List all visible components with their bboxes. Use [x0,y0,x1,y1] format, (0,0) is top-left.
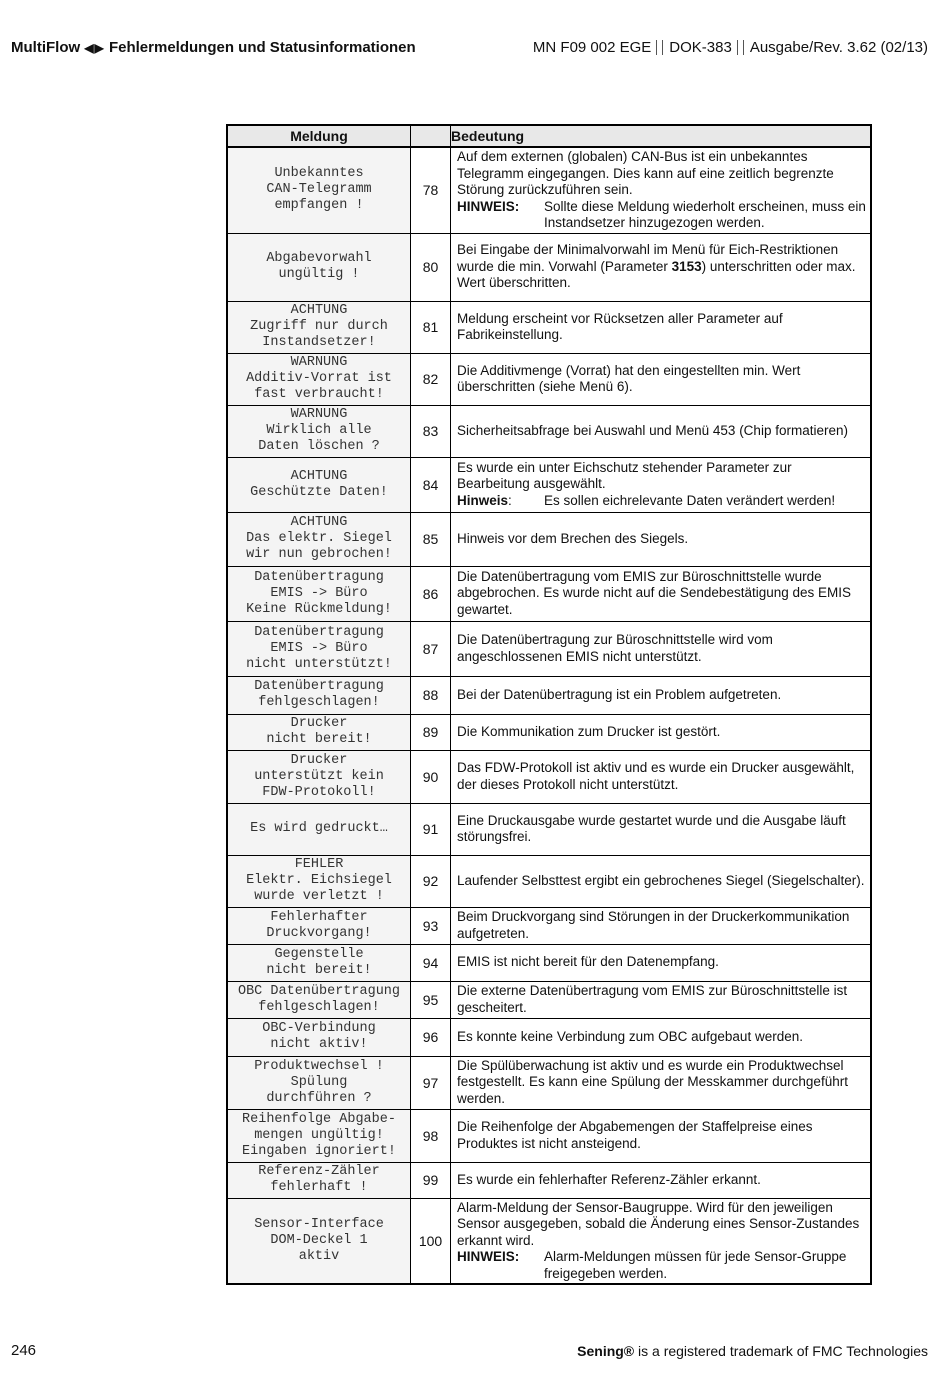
message-cell: Datenübertragung EMIS -> Büro nicht unterstützt! [227,621,411,676]
message-meaning [451,621,872,676]
section-title: Fehlermeldungen und Statusinformationen [108,39,416,56]
hint-label-colon: : [508,492,512,508]
table-row [227,566,871,621]
table-row [227,981,871,1018]
message-meaning [451,1018,872,1056]
message-number: 84 [411,457,451,512]
message-number: 98 [411,1109,451,1162]
message-number: 93 [411,907,451,944]
column-header-number [411,125,451,147]
nav-arrows-icon: ◀▶ [84,41,105,55]
message-cell: Drucker nicht bereit! [227,714,411,750]
message-meaning [451,1109,872,1162]
message-cell: OBC-Verbindung nicht aktiv! [227,1018,411,1056]
message-cell: OBC Datenübertragung fehlgeschlagen! [227,981,411,1018]
column-header-meaning: Bedeutung [451,125,872,147]
page-number: 246 [11,1342,37,1359]
message-meaning [451,750,872,803]
message-meaning [451,301,872,353]
header-doc-info [533,39,928,56]
message-number: 99 [411,1162,451,1198]
message-number: 82 [411,353,451,405]
message-cell: WARNUNG Wirklich alle Daten löschen ? [227,405,411,457]
hint-label: HINWEIS: [457,198,520,214]
message-meaning [451,353,872,405]
table-row [227,1018,871,1056]
message-meaning [451,944,872,981]
table-row [227,1198,871,1284]
header-title [11,39,416,56]
message-cell: Drucker unterstützt kein FDW-Protokoll! [227,750,411,803]
trademark-text: is a registered trademark of FMC Technologies [634,1343,928,1359]
table-row [227,405,871,457]
product-name: MultiFlow [11,39,81,56]
message-number: 78 [411,147,451,233]
hint-label-word: Hinweis [457,492,509,508]
message-cell: FEHLER Elektr. Eichsiegel wurde verletzt ! [227,855,411,907]
message-number: 94 [411,944,451,981]
message-number: 89 [411,714,451,750]
table-row [227,803,871,855]
meaning-text: Die Datenübertragung vom EMIS zur Büroschnittstelle wurde abgebrochen. Es wurde nicht auf die Sendebestätigung des EMIS gewartet. [457,568,852,617]
message-number: 88 [411,676,451,714]
meaning-text: Es wurde ein fehlerhafter Referenz-Zähler erkannt. [457,1171,761,1187]
separator [656,40,663,55]
message-meaning [451,714,872,750]
message-meaning [451,405,872,457]
message-cell: Unbekanntes CAN-Telegramm empfangen ! [227,147,411,233]
meaning-text: Die Spülüberwachung ist aktiv und es wurde ein Produktwechsel festgestellt. Es kann eine Spülung der Messkammer durchgeführt werden. [457,1057,848,1106]
hint-text: Sollte diese Meldung wiederholt erscheinen, muss ein Instandsetzer hinzugezogen werden. [544,198,866,230]
message-cell: ACHTUNG Das elektr. Siegel wir nun gebrochen! [227,512,411,566]
message-cell: Fehlerhafter Druckvorgang! [227,907,411,944]
doc-id: DOK-383 [669,39,732,56]
meaning-text: Es wurde ein unter Eichschutz stehender Parameter zur Bearbeitung ausgewählt. [457,459,792,492]
meaning-text: EMIS ist nicht bereit für den Datenempfang. [457,954,719,970]
table-row [227,1109,871,1162]
message-meaning [451,907,872,944]
message-meaning [451,457,872,512]
message-cell: Abgabevorwahl ungültig ! [227,233,411,301]
parameter-number: 3153 [671,258,702,274]
message-cell: ACHTUNG Zugriff nur durch Instandsetzer! [227,301,411,353]
message-cell: Datenübertragung fehlgeschlagen! [227,676,411,714]
message-number: 87 [411,621,451,676]
table-row [227,233,871,301]
meaning-text: Die externe Datenübertragung vom EMIS zur Büroschnittstelle ist gescheitert. [457,983,848,1015]
table-row [227,301,871,353]
table-body [227,147,871,1284]
table-row [227,750,871,803]
message-number: 90 [411,750,451,803]
message-number: 81 [411,301,451,353]
message-number: 83 [411,405,451,457]
table-header-row [227,125,871,147]
meaning-text: Sicherheitsabfrage bei Auswahl und Menü 453 (Chip formatieren) [457,422,848,438]
message-cell: Reihenfolge Abgabe- mengen ungültig! Eingaben ignoriert! [227,1109,411,1162]
message-number: 95 [411,981,451,1018]
message-cell: Sensor-Interface DOM-Deckel 1 aktiv [227,1198,411,1284]
table-row [227,353,871,405]
table-row [227,457,871,512]
meaning-text: Die Kommunikation zum Drucker ist gestört. [457,723,721,739]
hint-label [457,493,544,510]
meaning-text: Beim Druckvorgang sind Störungen in der Druckerkommunikation aufgetreten. [457,909,850,941]
message-number: 91 [411,803,451,855]
hint-label: HINWEIS: [457,1249,520,1264]
messages-table [226,124,872,1285]
table-row [227,855,871,907]
message-number: 85 [411,512,451,566]
meaning-text: Die Reihenfolge der Abgabemengen der Staffelpreise eines Produktes ist nicht ansteigend. [457,1119,813,1151]
message-meaning [451,512,872,566]
meaning-text: Auf dem externen (globalen) CAN-Bus ist ein unbekanntes Telegramm eingegangen. Dies kann auf eine zeitlich begrenzte Störung zurückzuführen sein. [457,149,834,197]
footer-trademark [577,1343,928,1359]
message-number: 96 [411,1018,451,1056]
message-meaning [451,1162,872,1198]
table-row [227,676,871,714]
message-cell: Gegenstelle nicht bereit! [227,944,411,981]
hint-text: Alarm-Meldungen müssen für jede Sensor-Gruppe freigegeben werden. [544,1249,847,1281]
message-number: 92 [411,855,451,907]
table-row [227,147,871,233]
meaning-text: Bei der Datenübertragung ist ein Problem aufgetreten. [457,686,782,702]
meaning-text: Meldung erscheint vor Rücksetzen aller Parameter auf Fabrikeinstellung. [457,310,783,342]
message-cell: Referenz-Zähler fehlerhaft ! [227,1162,411,1198]
message-number: 80 [411,233,451,301]
hint-block [457,493,866,510]
meaning-text-part: ) unterschritten oder max. Wert überschritten. [457,258,856,291]
separator [737,40,744,55]
meaning-text-part: Bei Eingabe der Minimalvorwahl im Menü für Eich-Restriktionen wurde die min. Vorwahl (Parameter [457,242,839,274]
hint-block [457,1249,866,1282]
message-meaning [451,147,872,233]
meaning-text: Die Datenübertragung zur Büroschnittstelle wird vom angeschlossenen EMIS nicht unterstützt. [457,632,773,664]
message-meaning [451,1198,872,1284]
message-cell: Produktwechsel ! Spülung durchführen ? [227,1056,411,1109]
message-cell: Es wird gedruckt… [227,803,411,855]
message-number: 97 [411,1056,451,1109]
doc-number: MN F09 002 EGE [532,39,652,56]
meaning-text: Eine Druckausgabe wurde gestartet wurde und die Ausgabe läuft störungsfrei. [457,812,846,844]
hint-text: Es sollen eichrelevante Daten verändert werden! [544,492,836,508]
meaning-text: Hinweis vor dem Brechen des Siegels. [457,530,689,546]
message-meaning [451,566,872,621]
hint-block [457,199,866,232]
table-row [227,1056,871,1109]
table-row [227,944,871,981]
meaning-text: Es konnte keine Verbindung zum OBC aufgebaut werden. [457,1028,803,1044]
message-meaning [451,981,872,1018]
message-meaning [451,676,872,714]
message-cell: ACHTUNG Geschützte Daten! [227,457,411,512]
doc-revision: Ausgabe/Rev. 3.62 (02/13) [749,39,928,56]
message-meaning [451,803,872,855]
table-row [227,907,871,944]
message-number: 86 [411,566,451,621]
message-cell: WARNUNG Additiv-Vorrat ist fast verbraucht! [227,353,411,405]
meaning-text: Das FDW-Protokoll ist aktiv und es wurde ein Drucker ausgewählt, der dieses Protokoll nicht unterstützt. [457,760,855,792]
message-number: 100 [411,1198,451,1284]
table-row [227,621,871,676]
meaning-text: Die Additivmenge (Vorrat) hat den eingestellten min. Wert überschritten (siehe Menü 6). [457,362,801,394]
message-meaning [451,855,872,907]
message-cell: Datenübertragung EMIS -> Büro Keine Rückmeldung! [227,566,411,621]
meaning-text: Laufender Selbsttest ergibt ein gebrochenes Siegel (Siegelschalter). [457,872,865,888]
meaning-text: Alarm-Meldung der Sensor-Baugruppe. Wird für den jeweiligen Sensor ausgegeben, sobald die Änderung eines Sensor-Zustandes erkannt wird. [457,1199,860,1248]
message-meaning [451,233,872,301]
table-row [227,1162,871,1198]
message-meaning [451,1056,872,1109]
table-row [227,714,871,750]
column-header-message: Meldung [227,125,411,147]
table-row [227,512,871,566]
meaning-text [457,242,866,292]
trademark-brand: Sening® [577,1343,635,1359]
